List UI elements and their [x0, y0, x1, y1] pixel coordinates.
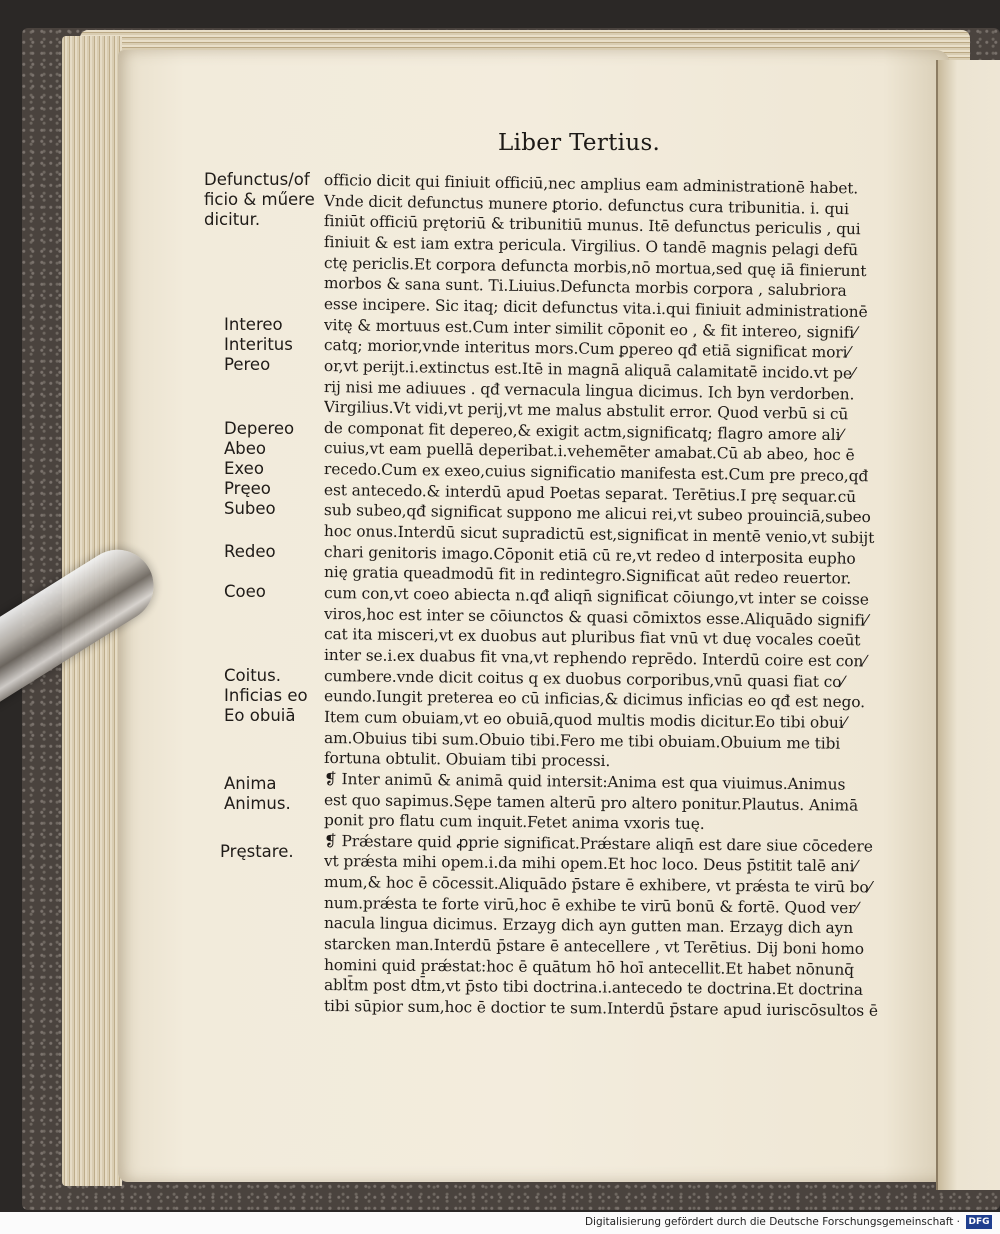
text-line: vt prǽsta mihi opem.i.da mihi opem.Et hoc loco. Deus p̄stitit talē ani⁄ — [323, 852, 857, 876]
text-line: cat ita misceri,vt ex duobus aut pluribus fiat vnū vt duę vocales coeūt — [323, 625, 861, 650]
text-line: sub subeo,qđ significat suppono me alicui rei,vt subeo prouinciā,subeo — [323, 501, 871, 527]
text-line: viros,hoc est inter se cōiunctos & quasi cōmixtos esse.Aliquādo signifi⁄ — [323, 604, 868, 630]
funding-credit: Digitalisierung gefördert durch die Deutsche Forschungsgemeinschaft · — [584, 1216, 960, 1228]
running-head: Liber Tertius. — [498, 130, 661, 156]
text-line: est antecedo.& interdū apud Poetas separat. Terētius.I prę sequar.cū — [323, 480, 857, 506]
text-line: nię gratia queadmodū fit in redintegro.Significat aūt redeo reuertor. — [323, 563, 852, 588]
text-line: nacula lingua dicimus. Erzayg dich ayn gutten man. Erzayg dich ayn — [323, 914, 854, 938]
text-line: eundo.Iungit preterea eo cū inficias,& dicimus inficias eo qđ est nego. — [323, 687, 866, 712]
margin-note: Pręstare. — [220, 842, 294, 861]
text-line: cuius,vt eam puellā deperibat.i.vehemēter amabat.Cū ab abeo, hoc ē — [323, 439, 855, 465]
text-line: chari genitoris imago.Cōponit etiā cū re,vt redeo d interposita eupho — [323, 542, 856, 568]
footer-bar — [0, 1212, 1000, 1234]
text-line: ❡ Inter animū & animā quid intersit:Anima est qua viuimus.Animus — [323, 769, 846, 794]
text-line: starcken man.Interdū p̄stare ē antecellere , vt Terētius. Dij boni homo — [323, 935, 865, 959]
text-line: Vnde dicit defunctus munere ꝑtorio. defunctus cura tribunitia. i. qui — [323, 191, 850, 218]
text-line: finiūt officiū prętoriū & tribunitiū munus. Itē defunctus periculis , qui — [323, 212, 861, 239]
text-line: de componat fit depereo,& exigit actm,significatq; flagro amore ali⁄ — [323, 418, 843, 444]
text-line: est quo sapimus.Sępe tamen alterū pro altero ponitur.Plautus. Animā — [323, 790, 859, 815]
text-line: cum con,vt coeo abiecta n.qđ aliqn̄ significat cōiungo,vt inter se coisse — [323, 584, 869, 609]
text-line: ctę periclis.Et corpora defuncta morbis,nō mortua,sed quę iā finierunt — [323, 253, 867, 280]
text-line: recedo.Cum ex exeo,cuius significatio manifesta est.Cum pre preco,qđ — [323, 460, 869, 486]
text-line: vitę & mortuus est.Cum inter similit cōponit eo , & fit intereo, signifi⁄ — [323, 315, 857, 342]
text-line: catq; morior,vnde interitus mors.Cum ꝑpereo qđ etiā significat mori⁄ — [323, 336, 851, 362]
text-line: mum,& hoc ē cōcessit.Aliquādo p̄stare ē exhibere, vt prǽsta te virū bo⁄ — [323, 873, 872, 897]
margin-note: Coeo — [224, 582, 266, 601]
text-line: cumbere.vnde dicit coitus q ex duobus corporibus,vnū quasi fiat co⁄ — [323, 666, 844, 691]
margin-note: Coitus. Inficias eo Eo obuiā — [224, 666, 308, 725]
facing-page-edge — [936, 60, 1000, 1190]
text-line: morbos & sana sunt. Ti.Liuius.Defuncta morbis corpora , salubriora — [323, 274, 847, 301]
text-line: inter se.i.ex duabus fit vna,vt rephendo reprēdo. Interdū coire est con⁄ — [323, 645, 866, 671]
text-line: fortuna obtulit. Obuiam tibi processi. — [323, 749, 611, 771]
text-line: rij nisi me adiuues . qđ vernacula lingua dicimus. Ich byn verdorben. — [323, 377, 855, 403]
text-line: or,vt perijt.i.extinctus est.Itē in magnā aliquā calamitatē incido.vt pe⁄ — [323, 356, 855, 383]
text-line: num.prǽsta te forte virū,hoc ē exhibe te virū bonū & fortē. Quod ver⁄ — [323, 893, 858, 917]
text-line: am.Obuius tibi sum.Obuio tibi.Fero me tibi obuiam.Obuium me tibi — [323, 728, 841, 753]
text-line: hoc onus.Interdū sicut supradictū est,significat in mentē venio,vt subijt — [323, 522, 875, 548]
dfg-logo: DFG — [966, 1215, 992, 1229]
text-line: ponit pro flatu cum inquit.Fetet anima vxoris tuę. — [323, 811, 705, 834]
text-line: Item cum obuiam,vt eo obuiā,quod multis modis dicitur.Eo tibi obui⁄ — [323, 707, 847, 732]
text-line: ablt̄m post dt̄m,vt p̄sto tibi doctrina.i.antecedo te doctrina.Et doctrina — [323, 976, 863, 1000]
text-line: Virgilius.Vt vidi,vt perij,vt me malus abstulit error. Quod verbū si cū — [323, 398, 849, 424]
text-line: esse incipere. Sic itaq; dicit defunctus vita.i.qui finiuit administrationē — [323, 294, 868, 321]
text-line: officio dicit qui finiuit officiū,nec amplius eam administrationē habet. — [323, 171, 859, 198]
margin-note: Redeo — [224, 542, 276, 561]
text-line: tibi sūpior sum,hoc ē doctior te sum.Interdū p̄stare apud iuriscōsultos ē — [323, 997, 878, 1020]
margin-note: Depereo Abeo Exeo Pręeo Subeo — [224, 419, 295, 518]
margin-note: Intereo Interitus Pereo — [224, 315, 293, 374]
margin-note: Anima Animus. — [224, 774, 291, 813]
text-line: ❡ Prǽstare quid ꝓprie significat.Prǽstare aliqn̄ est dare siue cōcedere — [323, 831, 873, 856]
text-line: finiuit & est iam extra pericula. Virgilius. O tandē magnis pelagi defū — [323, 232, 859, 260]
margin-note: Defunctus/of ficio & műere dicitur. — [204, 170, 315, 229]
text-line: homini quid prǽstat:hoc ē quātum hō hoī antecellit.Et habet nōnunq̄ — [323, 955, 855, 979]
